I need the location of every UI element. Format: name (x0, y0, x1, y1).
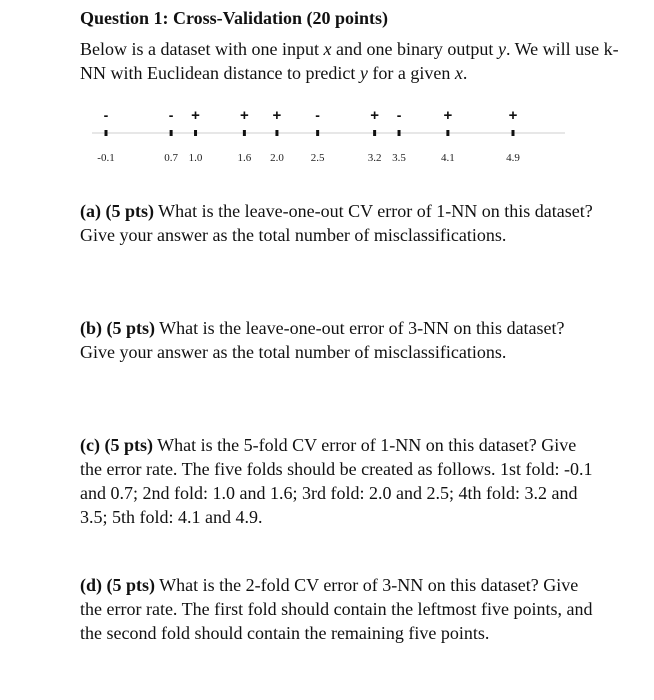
question-a-label: (a) (5 pts) (80, 201, 154, 221)
var-x: x (323, 39, 332, 59)
tick-label-8: 4.1 (441, 152, 455, 164)
dataset-number-line (0, 100, 654, 180)
cropped-previous-line (0, 0, 654, 5)
question-d-label: (d) (5 pts) (80, 575, 155, 595)
question-d-text: What is the 2-fold CV error of 3-NN on this dataset? Give the error rate. The first fold should contain the leftmost five points, and the second fold should contain the remaining five points. (80, 575, 593, 643)
point-marker-1 (170, 130, 173, 136)
point-marker-9 (512, 130, 515, 136)
point-label-6: + (370, 107, 380, 124)
tick-label-0: -0.1 (97, 152, 115, 164)
question-b (80, 316, 600, 364)
var-y-2: y (359, 63, 368, 83)
point-marker-3 (243, 130, 246, 136)
point-marker-7 (398, 130, 401, 136)
question-b-label: (b) (5 pts) (80, 318, 155, 338)
tick-label-6: 3.2 (367, 152, 382, 164)
point-label-8: + (443, 107, 453, 124)
point-marker-4 (275, 130, 278, 136)
point-label-2: + (191, 107, 200, 124)
intro-text-1: Below is a dataset with one input (80, 39, 324, 59)
tick-label-9: 4.9 (506, 152, 520, 164)
point-marker-8 (446, 130, 449, 136)
tick-label-2: 1.0 (188, 152, 203, 164)
point-label-5: - (315, 107, 320, 123)
point-marker-0 (105, 130, 108, 136)
point-label-9: + (508, 107, 518, 124)
question-c-text: What is the 5-fold CV error of 1-NN on this dataset? Give the error rate. The five folds should be created as follows. 1st fold: -0.1 and 0.7; 2nd fold: 1.0 and 1.6; 3rd fold: 2.0 and 2.5; 4th fold: 3.2 and 3.5; 5th fold: 4.1 and 4.9. (80, 435, 593, 527)
tick-label-3: 1.6 (237, 152, 252, 164)
number-line-svg (0, 100, 654, 180)
tick-label-1: 0.7 (164, 152, 178, 164)
intro-text-3: . We will use k-NN with Euclidean distance to predict (80, 39, 619, 83)
intro-text-2: and one binary output (331, 39, 498, 59)
var-x-2: x (454, 63, 463, 83)
question-a (80, 199, 600, 247)
question-a-text: What is the leave-one-out CV error of 1-NN on this dataset? Give your answer as the total number of misclassifications. (80, 201, 593, 245)
point-label-1: - (168, 107, 174, 123)
question-c-label: (c) (5 pts) (80, 435, 153, 455)
point-label-3: + (239, 107, 249, 124)
question-c (80, 433, 600, 529)
intro-text-4: for a given (367, 63, 455, 83)
point-marker-2 (194, 130, 197, 136)
question-b-text: What is the leave-one-out error of 3-NN on this dataset? Give your answer as the total number of misclassifications. (80, 318, 565, 362)
question-intro (80, 37, 620, 85)
point-label-7: - (396, 107, 402, 123)
point-label-4: + (272, 107, 282, 124)
point-label-0: - (103, 107, 109, 123)
point-marker-6 (373, 130, 376, 136)
question-title: Question 1: Cross-Validation (20 points) (80, 8, 389, 28)
tick-label-4: 2.0 (270, 152, 284, 164)
tick-label-7: 3.5 (392, 152, 406, 164)
question-d (80, 573, 600, 645)
tick-label-5: 2.5 (310, 152, 325, 164)
point-marker-5 (316, 130, 319, 136)
var-y: y (497, 39, 506, 59)
intro-text-5: . (462, 63, 468, 83)
